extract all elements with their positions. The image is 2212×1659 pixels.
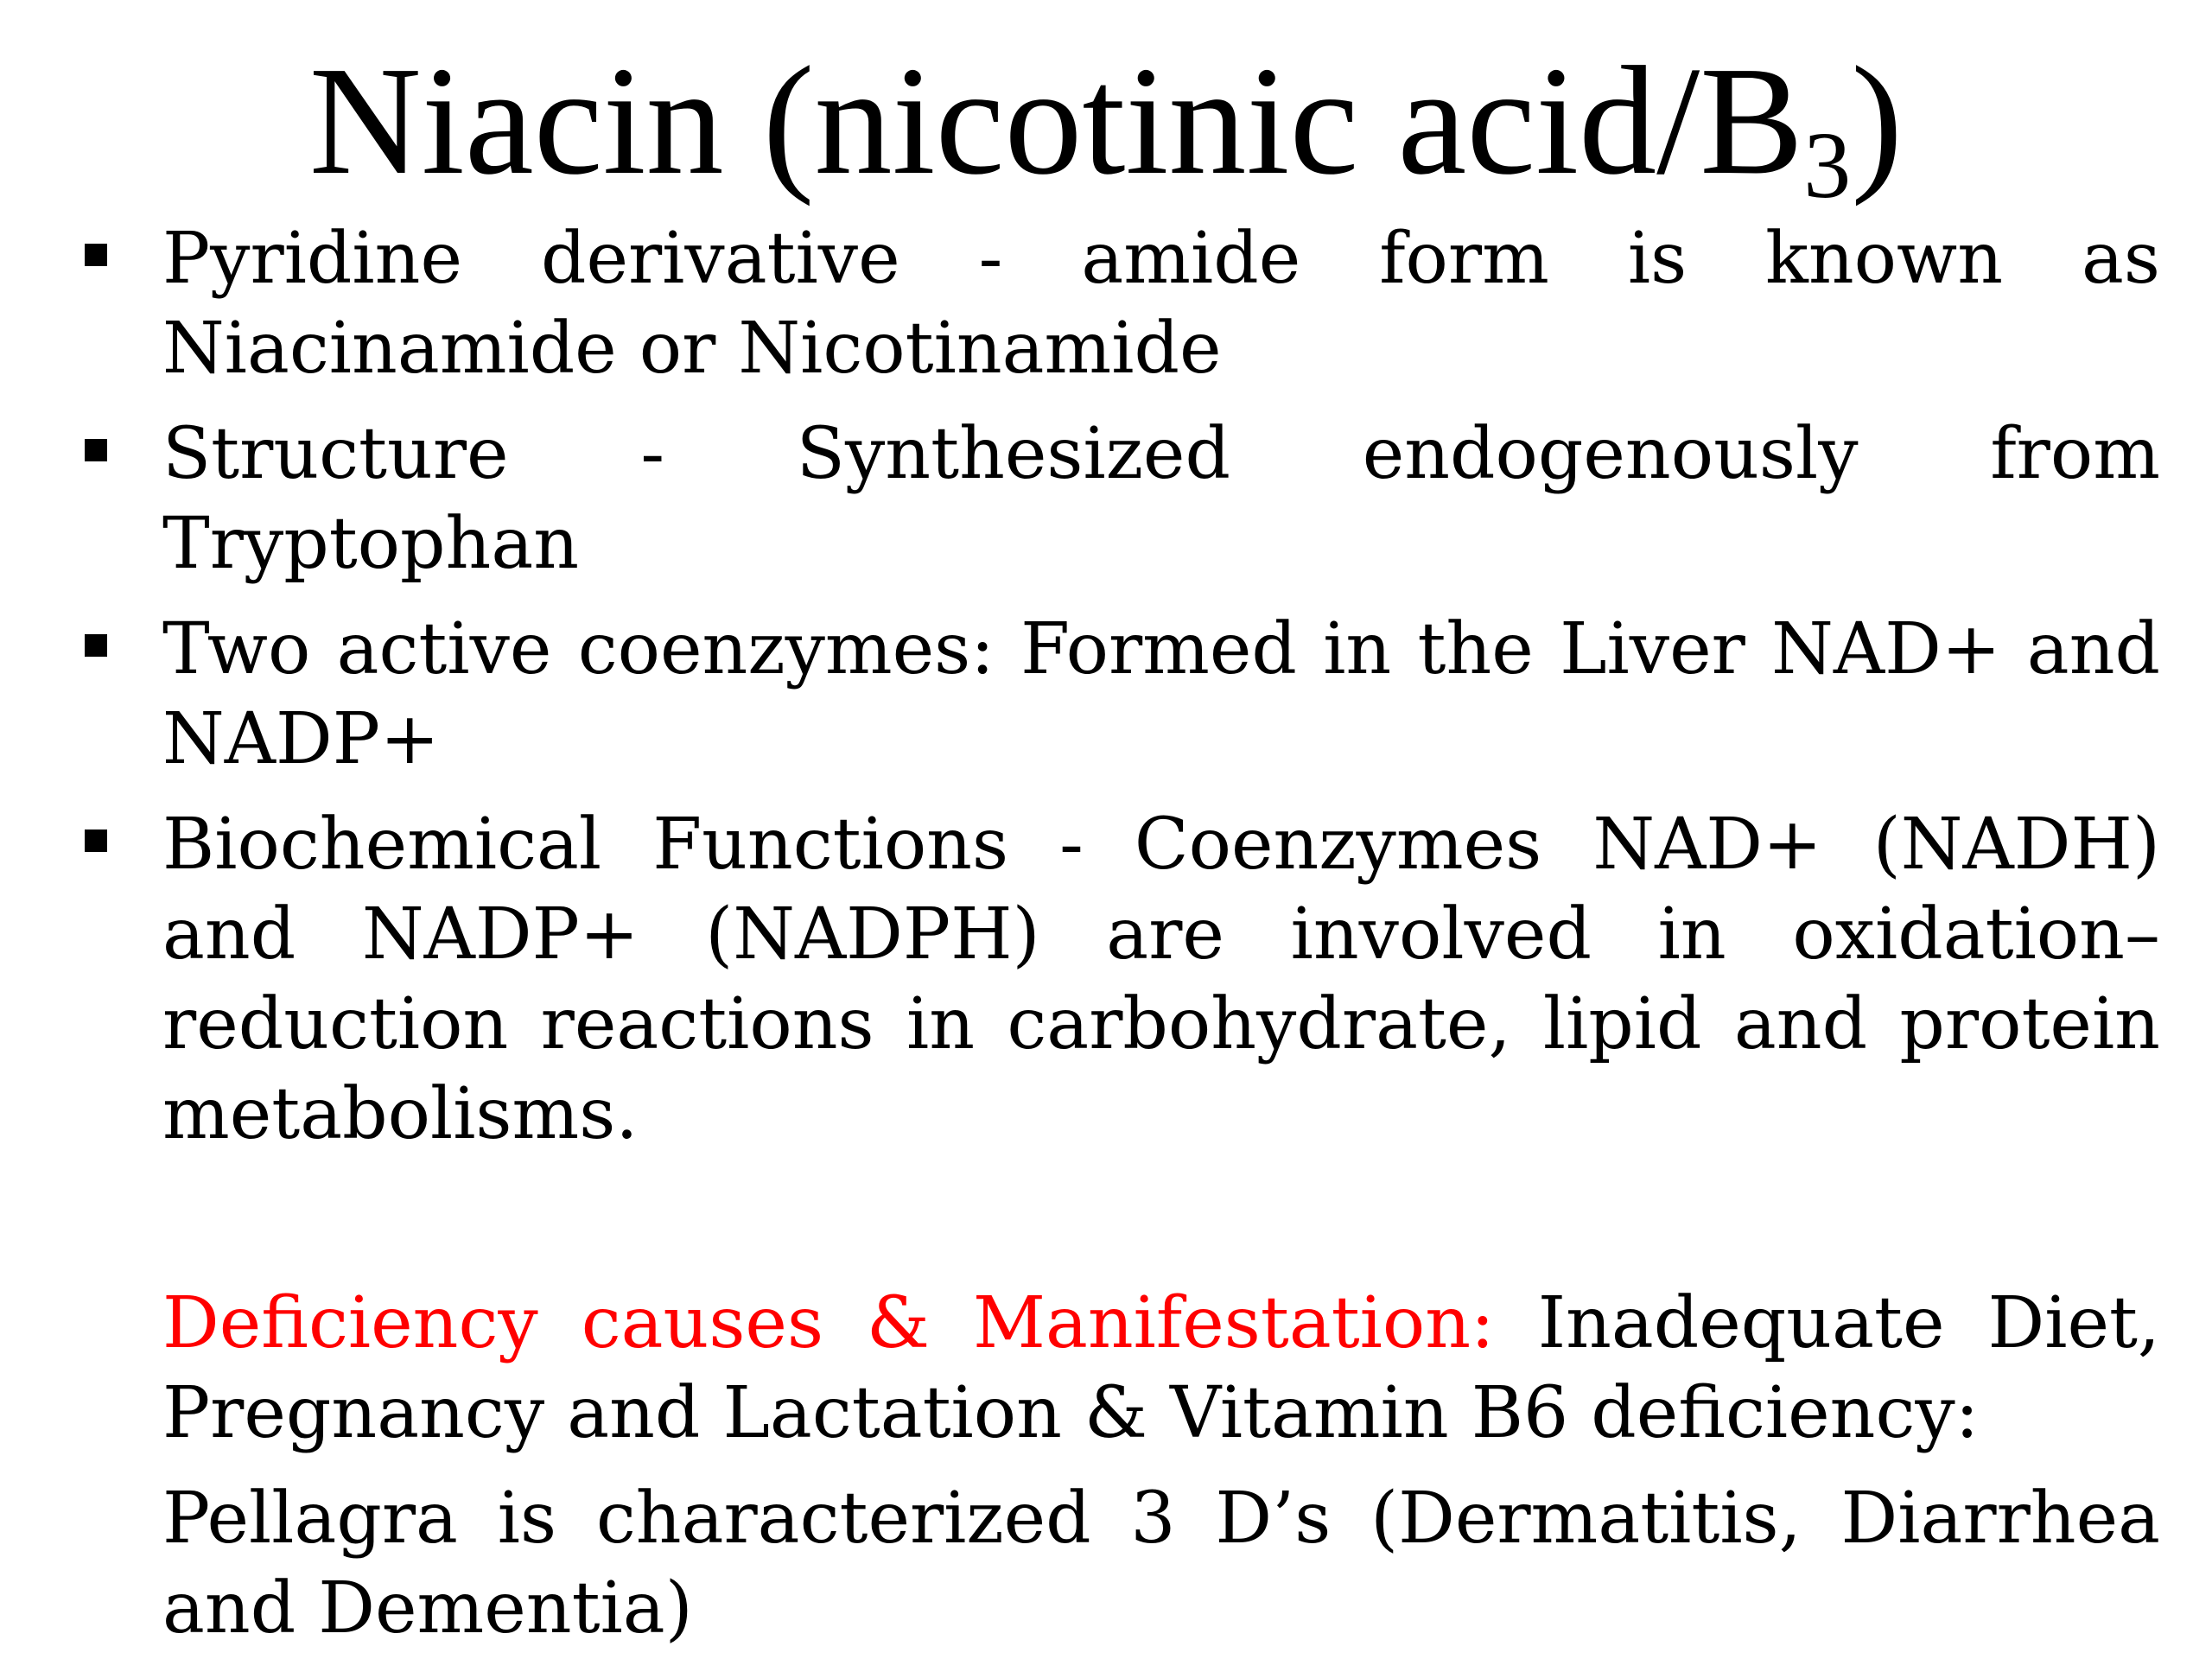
deficiency-paragraph	[162, 1279, 2160, 1459]
deficiency-text: Inadequate Diet, Pregnancy and Lactation & Vitamin B6 deficiency:	[162, 1282, 2160, 1454]
square-bullet-icon	[85, 244, 107, 266]
slide-title-main: Niacin (nicotinic acid/B	[308, 35, 1804, 207]
slide-title-close: )	[1851, 35, 1904, 207]
bullet-text: Pyridine derivative - amide form is known as Niacinamide or Nicotinamide	[162, 218, 2160, 390]
pellagra-paragraph	[162, 1474, 2160, 1654]
square-bullet-icon	[85, 439, 107, 461]
square-bullet-icon	[85, 634, 107, 657]
slide-title	[0, 35, 2212, 218]
bullet-text: Biochemical Functions - Coenzymes NAD+ (NADH) and NADP+ (NADPH) are involved in oxidation–reduction reactions in carbohydrate, lipid and protein metabolisms.	[162, 804, 2160, 1155]
slide-content	[162, 214, 2160, 1654]
square-bullet-icon	[85, 830, 107, 852]
bullet-list	[162, 214, 2160, 1160]
slide-title-subscript: 3	[1803, 112, 1852, 218]
bullet-text: Structure - Synthesized endogenously from Tryptophan	[162, 413, 2160, 585]
bullet-item	[162, 800, 2160, 1160]
deficiency-heading: Deficiency causes & Manifestation:	[162, 1282, 1495, 1364]
pellagra-text: Pellagra is characterized 3 D’s (Dermatitis, Diarrhea and Dementia)	[162, 1478, 2160, 1649]
bullet-item	[162, 410, 2160, 589]
bullet-text: Two active coenzymes: Formed in the Liver NAD+ and NADP+	[162, 608, 2160, 780]
bullet-item	[162, 605, 2160, 785]
bullet-item	[162, 214, 2160, 394]
